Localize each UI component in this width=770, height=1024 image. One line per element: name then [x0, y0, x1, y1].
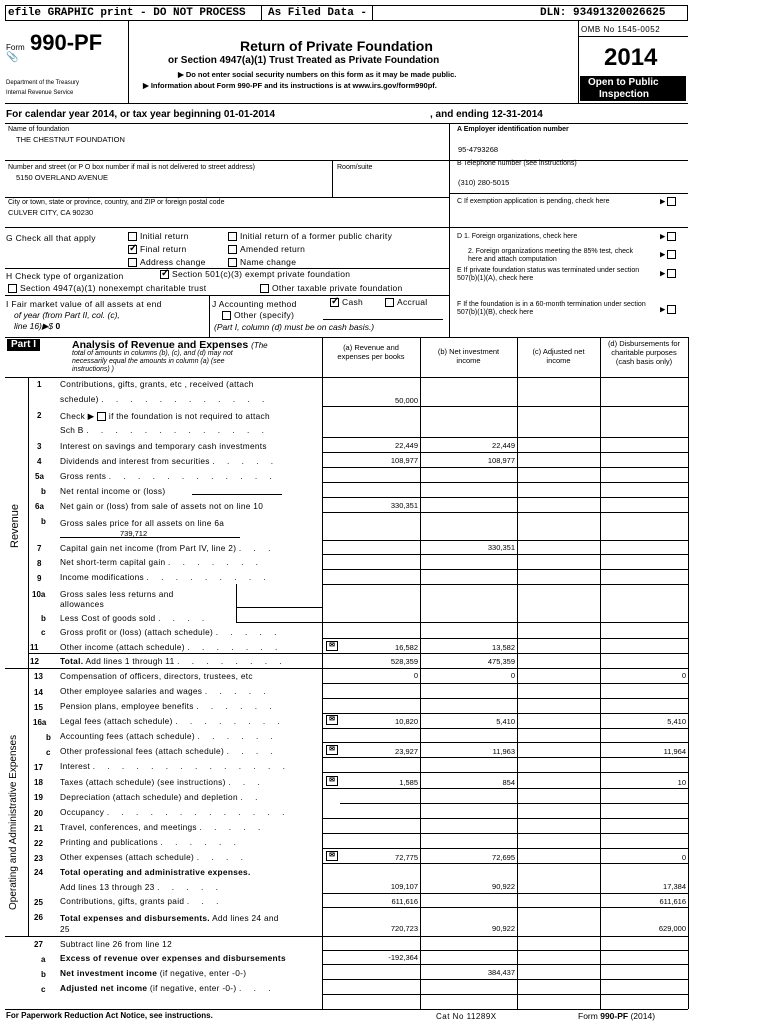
- row-11-col-b: 13,582: [492, 643, 515, 652]
- h-other-taxable-label: Other taxable private foundation: [272, 283, 403, 293]
- open-public-line1: Open to Public: [588, 77, 659, 88]
- row-26-text2: 25: [60, 924, 70, 934]
- row-12-text: Total. Add lines 1 through 11 . . . . . . . .: [60, 656, 287, 666]
- row-6a-text: Net gain or (loss) from sale of assets not on line 10: [60, 501, 264, 511]
- row-4-col-b: 108,977: [487, 456, 515, 465]
- street-label: Number and street (or P O box number if mail is not delivered to street address): [8, 164, 255, 171]
- fmv-value: 0: [55, 321, 61, 331]
- row-7-label: Capital gain net income (from Part IV, line 2): [60, 543, 237, 553]
- row-3-col-b: 22,449: [492, 441, 515, 450]
- d1-checkbox[interactable]: ▶: [660, 232, 679, 241]
- row-21-label: Travel, conferences, and meetings: [60, 822, 197, 832]
- row-16b-number: b: [46, 733, 51, 742]
- row-26-col-a: 720,723: [390, 924, 418, 933]
- row-6b-value: 739,712: [120, 529, 148, 538]
- row-27b-col-b: 384,437: [487, 968, 515, 977]
- row-25-col-d: 611,616: [659, 897, 686, 906]
- checkbox-icon[interactable]: [128, 245, 137, 254]
- row-9-number: 9: [37, 574, 42, 583]
- tax-year: 2014: [604, 44, 658, 71]
- row-12-col-a: 528,359: [390, 657, 418, 666]
- j-other[interactable]: [222, 310, 294, 320]
- i-line3: [14, 321, 60, 332]
- row-26-text: [60, 913, 279, 923]
- dln-label: DLN: 93491320026625: [540, 7, 666, 19]
- g-initial-former-label: Initial return of a former public charity: [240, 231, 393, 241]
- attachment-icon[interactable]: ✉: [326, 851, 338, 861]
- row-18-number: 18: [34, 778, 43, 787]
- g-initial-return[interactable]: [128, 231, 189, 241]
- g-name-change[interactable]: [228, 257, 296, 267]
- row-10b-number: b: [41, 614, 46, 623]
- row-27c-label: Adjusted net income: [60, 983, 148, 993]
- checkbox-icon[interactable]: [228, 232, 237, 241]
- row-16a-col-b: 5,410: [496, 717, 515, 726]
- h-501c3[interactable]: [160, 269, 350, 279]
- footer-notice: For Paperwork Reduction Act Notice, see instructions.: [6, 1011, 213, 1020]
- row-16a-number: 16a: [33, 718, 47, 727]
- row-16a-label: Legal fees (attach schedule): [60, 716, 173, 726]
- j-accrual-label: Accrual: [397, 297, 428, 307]
- row-12-label: Add lines 1 through 11: [85, 656, 175, 666]
- row-2-text3: Sch B . . . . . . . . . . . . .: [60, 425, 269, 435]
- j-cash[interactable]: [330, 297, 363, 307]
- row-27b-label: Net investment income: [60, 968, 158, 978]
- h-other-taxable[interactable]: [260, 283, 403, 293]
- row-27a-number: a: [41, 955, 46, 964]
- row-1-schedule: schedule): [60, 394, 99, 404]
- row-13-col-d: 0: [681, 671, 686, 680]
- calendar-begin: For calendar year 2014, or tax year beginning 01-01-2014: [6, 109, 276, 120]
- row-12-col-b: 475,359: [487, 657, 515, 666]
- expenses-side-label: Operating and Administrative Expenses: [8, 734, 19, 910]
- row-24-number: 24: [34, 868, 43, 877]
- ein-value: 95-4793268: [458, 145, 499, 154]
- row-23-col-d: 0: [681, 853, 686, 862]
- checkbox-icon[interactable]: [385, 298, 394, 307]
- row-7-number: 7: [37, 544, 42, 553]
- attachment-icon[interactable]: ✉: [326, 776, 338, 786]
- row-17-text: Interest . . . . . . . . . . . . . .: [60, 761, 290, 771]
- row-6a-col-a: 330,351: [390, 501, 418, 510]
- row-1-text2: schedule) . . . . . . . . . . . .: [60, 394, 270, 404]
- row-6b-number: b: [41, 517, 46, 526]
- row-4-label: Dividends and interest from securities: [60, 456, 210, 466]
- part1-tag: Part I: [7, 339, 40, 351]
- row-10c-number: c: [41, 628, 46, 637]
- checkbox-icon[interactable]: [330, 298, 339, 307]
- footer-form-number: 990-PF: [600, 1011, 629, 1021]
- row-5a-label: Gross rents: [60, 471, 107, 481]
- h-4947-label: Section 4947(a)(1) nonexempt charitable trust: [20, 283, 207, 293]
- row-2-text: [60, 411, 270, 421]
- filed-label: As Filed Data -: [268, 7, 368, 19]
- part1-desc3: instructions) ): [72, 366, 115, 373]
- row-26-number: 26: [34, 913, 43, 922]
- row-18-label: Taxes (attach schedule) (see instructions): [60, 777, 226, 787]
- d2-label: 2. Foreign organizations meeting the 85% test, check here and attach computation: [468, 248, 633, 263]
- g-final-return[interactable]: [128, 244, 187, 254]
- row-22-label: Printing and publications: [60, 837, 158, 847]
- row-24-col-d: 17,384: [663, 882, 686, 891]
- row-5b-number: b: [41, 487, 46, 496]
- row-25-text: Contributions, gifts, grants paid . . .: [60, 896, 224, 906]
- row-17-number: 17: [34, 763, 43, 772]
- checkbox-icon[interactable]: [128, 258, 137, 267]
- row-2-number: 2: [37, 411, 42, 420]
- row-8-label: Net short-term capital gain: [60, 557, 166, 567]
- omb-number: OMB No 1545-0052: [581, 25, 661, 34]
- row-1-text: Contributions, gifts, grants, etc , received (attach: [60, 379, 254, 389]
- row-19-text: Depreciation (attach schedule) and depletion . .: [60, 792, 263, 802]
- row-10b-text: Less Cost of goods sold . . . .: [60, 613, 210, 623]
- efile-label: efile GRAPHIC print - DO NOT PROCESS: [8, 7, 246, 19]
- checkbox-icon[interactable]: [160, 270, 169, 279]
- row-27-number: 27: [34, 940, 43, 949]
- row-7-col-b: 330,351: [487, 543, 515, 552]
- row-9-label: Income modifications: [60, 572, 144, 582]
- city-label: City or town, state or province, country, and ZIP or foreign postal code: [8, 199, 225, 206]
- row-5a-text: Gross rents . . . . . . . . . . . .: [60, 471, 277, 481]
- notice-ssn: ▶ Do not enter social security numbers on this form as it may be made public.: [178, 70, 457, 79]
- row-16b-label: Accounting fees (attach schedule): [60, 731, 195, 741]
- row-19-number: 19: [34, 793, 43, 802]
- row-2-check: Check ▶: [60, 411, 95, 421]
- row-18-text: Taxes (attach schedule) (see instructions) . . .: [60, 777, 265, 787]
- row-16c-col-b: 11,963: [492, 747, 515, 756]
- f-checkbox[interactable]: ▶: [660, 305, 679, 314]
- row-9-text: Income modifications . . . . . . . . .: [60, 572, 271, 582]
- checkbox-icon[interactable]: [128, 232, 137, 241]
- row-13-text: Compensation of officers, directors, trustees, etc: [60, 671, 253, 681]
- row-17-label: Interest: [60, 761, 91, 771]
- row-2-schb: Sch B: [60, 425, 84, 435]
- row-1-number: 1: [37, 380, 42, 389]
- row-6a-number: 6a: [35, 502, 44, 511]
- row-11-number: 11: [30, 643, 39, 652]
- j-label: J Accounting method: [212, 299, 297, 309]
- row-7-text: Capital gain net income (from Part IV, line 2) . . .: [60, 543, 276, 553]
- row-23-col-b: 72,695: [492, 853, 515, 862]
- i-line3-label: line 16)▶$: [14, 321, 54, 331]
- row-23-number: 23: [34, 854, 43, 863]
- room-label: Room/suite: [337, 164, 373, 171]
- footer-form-prefix: Form: [578, 1011, 598, 1021]
- row-27c-text: Adjusted net income (if negative, enter -0-) . . .: [60, 983, 276, 993]
- j-cash-label: Cash: [342, 297, 364, 307]
- attachment-icon[interactable]: ✉: [326, 715, 338, 725]
- g-name-change-label: Name change: [240, 257, 297, 267]
- i-line2: of year (from Part II, col. (c),: [14, 310, 120, 320]
- row-18-col-b: 854: [502, 778, 515, 787]
- row-14-label: Other employee salaries and wages: [60, 686, 203, 696]
- row-6b-text: Gross sales price for all assets on line 6a: [60, 518, 225, 528]
- row-24-text2: Add lines 13 through 23 . . . . .: [60, 882, 223, 892]
- g-amended-return[interactable]: [228, 244, 305, 254]
- city-value: CULVER CITY, CA 90230: [8, 208, 94, 217]
- row-20-number: 20: [34, 809, 43, 818]
- row-22-text: Printing and publications . . . . . .: [60, 837, 241, 847]
- g-address-change[interactable]: [128, 257, 206, 267]
- row-27a-col-a: -192,364: [388, 953, 418, 962]
- row-10c-text: Gross profit or (loss) (attach schedule) . . . . .: [60, 627, 282, 637]
- row-3-number: 3: [37, 442, 42, 451]
- e-label: E If private foundation status was terminated under section 507(b)(1)(A), check here: [457, 267, 640, 282]
- g-amended-return-label: Amended return: [240, 244, 306, 254]
- row-4-col-a: 108,977: [390, 456, 418, 465]
- row-12-total: Total.: [60, 656, 84, 666]
- attachment-icon[interactable]: ✉: [326, 745, 338, 755]
- col-c-header: (c) Adjusted net income: [532, 347, 585, 365]
- row-26-col-d: 629,000: [658, 924, 686, 933]
- dept-treasury: Department of the Treasury: [6, 80, 80, 86]
- calendar-end: , and ending 12-31-2014: [430, 109, 543, 120]
- footer-year: (2014): [630, 1011, 656, 1021]
- row-16b-text: Accounting fees (attach schedule) . . . . . .: [60, 731, 278, 741]
- row-21-text: Travel, conferences, and meetings . . . . .: [60, 822, 266, 832]
- row-14-number: 14: [34, 688, 43, 697]
- row-16a-col-a: 10,820: [395, 717, 418, 726]
- name-label: Name of foundation: [8, 126, 70, 133]
- e-checkbox[interactable]: ▶: [660, 269, 679, 278]
- row-27a-text: Excess of revenue over expenses and disbursements: [60, 953, 286, 963]
- g-final-return-label: Final return: [140, 244, 187, 254]
- row-15-number: 15: [34, 703, 43, 712]
- row-26-total: Total expenses and disbursements.: [60, 913, 210, 923]
- g-initial-return-label: Initial return: [140, 231, 189, 241]
- checkbox-icon[interactable]: [228, 258, 237, 267]
- row-23-col-a: 72,775: [395, 853, 418, 862]
- row-20-text: Occupancy . . . . . . . . . . . . .: [60, 807, 290, 817]
- row-24-col-a: 109,107: [390, 882, 418, 891]
- phone-value: (310) 280-5015: [458, 178, 510, 187]
- row-16c-col-d: 11,964: [663, 747, 686, 756]
- row-24-label: Add lines 13 through 23: [60, 882, 155, 892]
- row-5b-text: Net rental income or (loss): [60, 486, 166, 496]
- row-5a-number: 5a: [35, 472, 44, 481]
- col-a-header: (a) Revenue and expenses per books: [337, 343, 405, 361]
- row-16a-text: Legal fees (attach schedule) . . . . . . . .: [60, 716, 285, 726]
- row-11-col-a: 16,582: [395, 643, 418, 652]
- row-4-number: 4: [37, 457, 42, 466]
- exemption-pending-label: C If exemption application is pending, check here: [457, 198, 610, 205]
- row-15-text: Pension plans, employee benefits . . . . . .: [60, 701, 277, 711]
- row-3-text: Interest on savings and temporary cash investments: [60, 441, 267, 451]
- row-27b-text: [60, 968, 246, 978]
- row-13-col-b: 0: [510, 671, 515, 680]
- open-public-line2: Inspection: [599, 89, 650, 100]
- ein-label: A Employer identification number: [457, 126, 569, 133]
- row-22-number: 22: [34, 839, 43, 848]
- row-27b-number: b: [41, 970, 46, 979]
- street-value: 5150 OVERLAND AVENUE: [16, 173, 108, 182]
- row-21-number: 21: [34, 824, 43, 833]
- part1-desc2: necessarily equal the amounts in column (a) (see: [72, 358, 225, 365]
- exemption-pending-checkbox[interactable]: ▶: [660, 197, 679, 206]
- checkbox-icon[interactable]: [222, 311, 231, 320]
- row-16c-text: Other professional fees (attach schedule) . . . .: [60, 746, 278, 756]
- row-27c-note: (if negative, enter -0-): [149, 983, 237, 993]
- part1-desc1: total of amounts in columns (b), (c), and (d) may not: [72, 350, 233, 357]
- row-11-text: Other income (attach schedule) . . . . . . .: [60, 642, 283, 652]
- row-20-label: Occupancy: [60, 807, 105, 817]
- row-27-text: Subtract line 26 from line 12: [60, 939, 173, 949]
- row-27b-note: (if negative, enter -0-): [159, 968, 247, 978]
- checkbox-icon[interactable]: [8, 284, 17, 293]
- row-23-text: Other expenses (attach schedule) . . . .: [60, 852, 248, 862]
- row-24-col-b: 90,922: [492, 882, 515, 891]
- row-23-label: Other expenses (attach schedule): [60, 852, 195, 862]
- d1-label: D 1. Foreign organizations, check here: [457, 233, 578, 240]
- checkbox-icon[interactable]: [97, 412, 106, 421]
- row-19-label: Depreciation (attach schedule) and depletion: [60, 792, 238, 802]
- row-25-number: 25: [34, 898, 43, 907]
- row-15-label: Pension plans, employee benefits: [60, 701, 194, 711]
- attachment-icon: 📎: [6, 52, 19, 63]
- h-label: H Check type of organization: [6, 271, 124, 281]
- row-12-number: 12: [30, 657, 39, 666]
- part1-the: (The: [251, 341, 268, 350]
- g-label: G Check all that apply: [6, 233, 96, 243]
- row-24-text: Total operating and administrative expenses.: [60, 867, 251, 877]
- dept-irs: Internal Revenue Service: [6, 90, 74, 96]
- row-11-label: Other income (attach schedule): [60, 642, 185, 652]
- row-26-col-b: 90,922: [492, 924, 515, 933]
- row-25-label: Contributions, gifts, grants paid: [60, 896, 185, 906]
- notice-info: ▶ Information about Form 990-PF and its instructions is at www.irs.gov/form990pf.: [143, 81, 437, 90]
- col-b-header: (b) Net investment income: [437, 347, 500, 365]
- row-4-text: Dividends and interest from securities . . . . .: [60, 456, 279, 466]
- checkbox-icon[interactable]: [260, 284, 269, 293]
- row-10c-label: Gross profit or (loss) (attach schedule): [60, 627, 214, 637]
- j-accrual[interactable]: [385, 297, 427, 307]
- row-3-col-a: 22,449: [395, 441, 418, 450]
- row-13-number: 13: [34, 672, 43, 681]
- row-2-not-required: if the foundation is not required to attach: [108, 411, 270, 421]
- row-16a-col-d: 5,410: [667, 717, 686, 726]
- h-501c3-label: Section 501(c)(3) exempt private foundation: [172, 269, 351, 279]
- row-18-col-a: 1,585: [399, 778, 418, 787]
- j-note: (Part I, column (d) must be on cash basis.): [214, 322, 375, 332]
- row-16c-col-a: 23,927: [395, 747, 418, 756]
- form-prefix: Form: [6, 43, 25, 52]
- checkbox-icon[interactable]: [228, 245, 237, 254]
- row-10a-text2: allowances: [60, 599, 105, 609]
- f-label: F If the foundation is in a 60-month termination under section 507(b)(1)(B), check here: [457, 301, 646, 316]
- i-line1: I Fair market value of all assets at end: [6, 299, 162, 309]
- row-13-col-a: 0: [413, 671, 418, 680]
- foundation-name: THE CHESTNUT FOUNDATION: [16, 135, 125, 144]
- footer-form: [578, 1011, 655, 1021]
- phone-label: B Telephone number (see instructions): [457, 160, 577, 167]
- row-16c-label: Other professional fees (attach schedule): [60, 746, 225, 756]
- row-8-number: 8: [37, 559, 42, 568]
- g-initial-former[interactable]: [228, 231, 392, 241]
- col-d-header: (d) Disbursements for charitable purposes (cash basis only): [607, 339, 681, 366]
- form-title: Return of Private Foundation: [240, 38, 433, 54]
- row-10a-text: Gross sales less returns and: [60, 589, 174, 599]
- row-27c-number: c: [41, 985, 46, 994]
- footer-cat: Cat No 11289X: [436, 1012, 497, 1021]
- j-other-label: Other (specify): [234, 310, 295, 320]
- revenue-side-label: Revenue: [9, 503, 21, 548]
- attachment-icon[interactable]: ✉: [326, 641, 338, 651]
- row-1-col-a: 50,000: [395, 396, 418, 405]
- row-25-col-a: 611,616: [391, 897, 418, 906]
- row-10a-number: 10a: [32, 590, 46, 599]
- h-4947[interactable]: [8, 283, 206, 293]
- row-18-col-d: 10: [677, 778, 686, 787]
- g-address-change-label: Address change: [140, 257, 206, 267]
- row-26-add: Add lines 24 and: [212, 913, 279, 923]
- row-16c-number: c: [46, 748, 51, 757]
- part1-title-text: Analysis of Revenue and Expenses: [72, 339, 249, 351]
- form-subtitle: or Section 4947(a)(1) Trust Treated as Private Foundation: [168, 55, 440, 66]
- d2-checkbox[interactable]: ▶: [660, 250, 679, 259]
- row-8-text: Net short-term capital gain . . . . . . .: [60, 557, 263, 567]
- form-number: 990-PF: [30, 30, 103, 55]
- row-10b-label: Less Cost of goods sold: [60, 613, 156, 623]
- row-14-text: Other employee salaries and wages . . . . .: [60, 686, 271, 696]
